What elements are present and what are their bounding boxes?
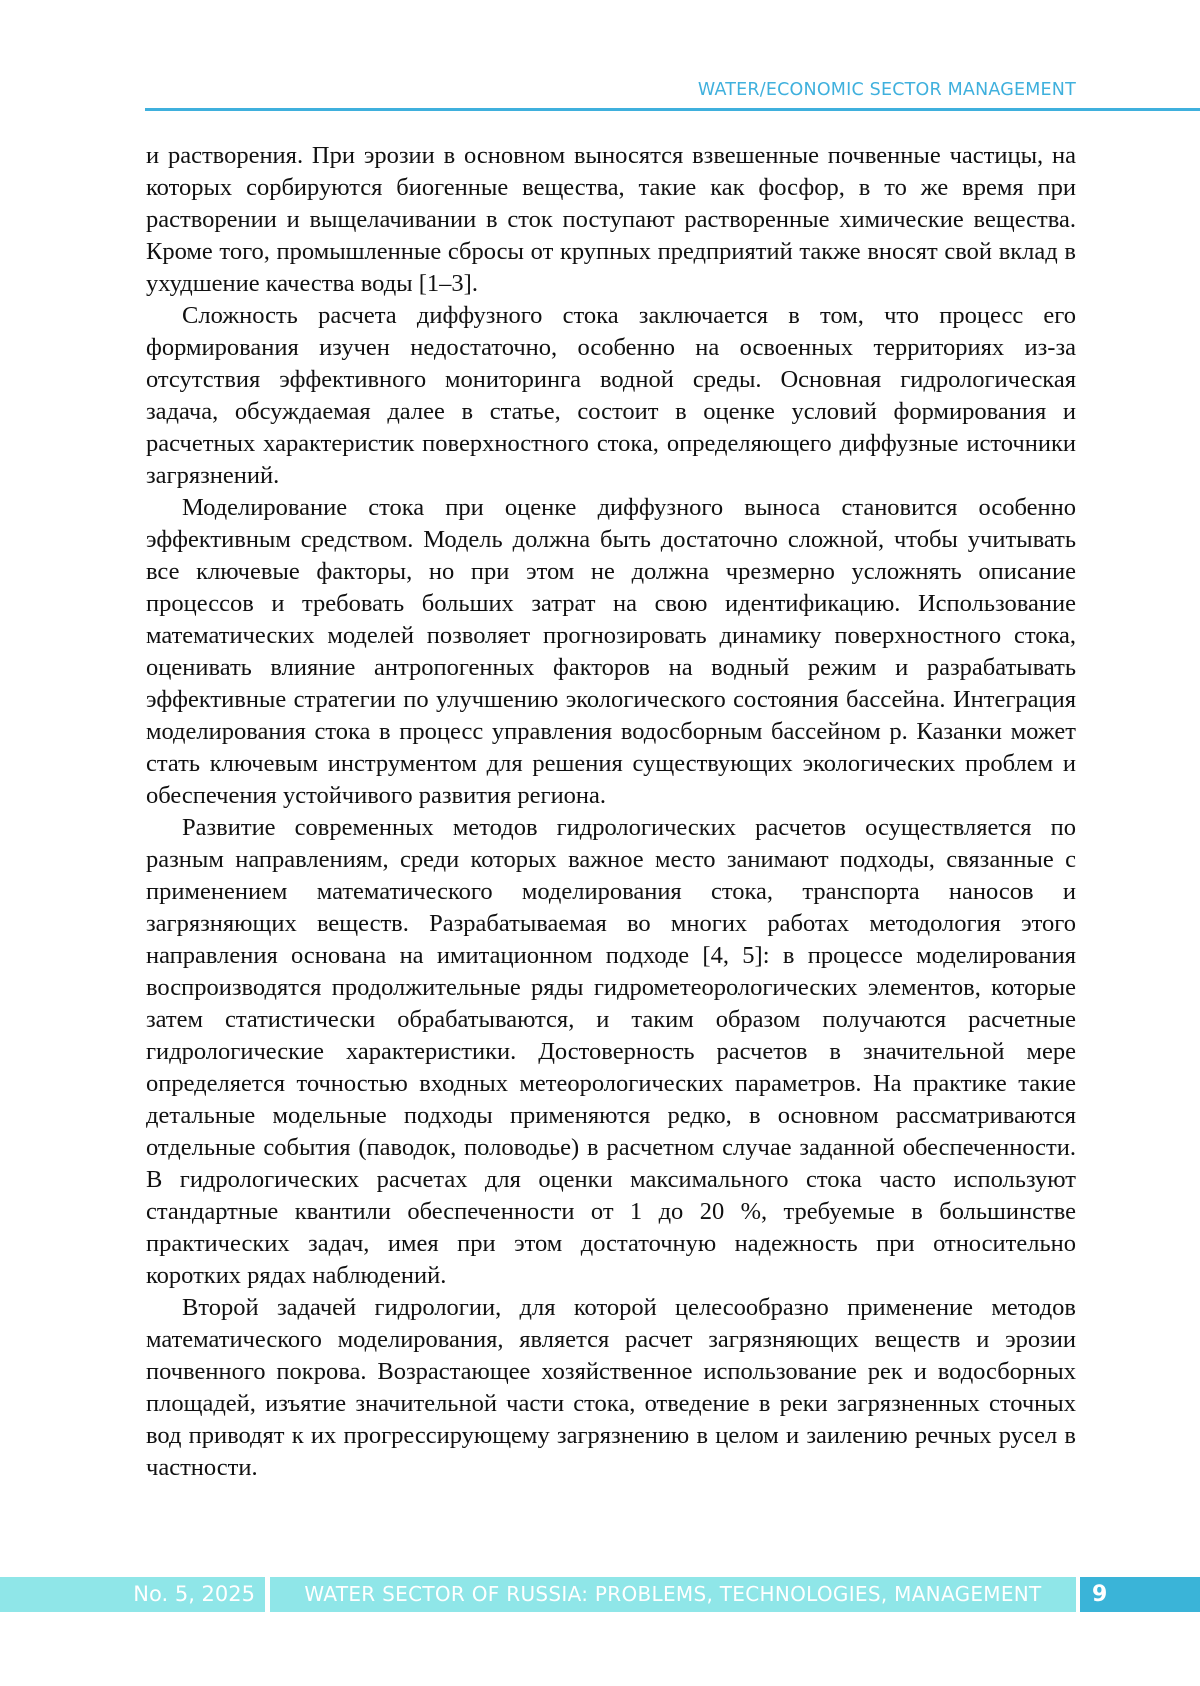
page-number: 9 (1080, 1577, 1200, 1612)
paragraph-5: Второй задачей гидрологии, для которой целесообразно применение методов математического моделирования, является расчет загрязняющих веществ и эрозии почвенного покрова. Возрастающее хозяйственное использование рек и водосборных площадей, изъятие значительной части стока, отведение в реки загрязненных сточных вод приводят к их прогрессирующему загрязнению в целом и заилению речных русел в частности. (146, 1294, 1076, 1481)
paragraph-4: Развитие современных методов гидрологических расчетов осуществляется по разным направлениям, среди которых важное место занимают подходы, связанные с применением математического моделирования стока, транспорта наносов и загрязняющих веществ. Разрабатываемая во многих работах методология этого направления основана на имитационном подходе [4, 5]: в процессе моделирования воспроизводятся продолжительные ряды гидрометеорологических элементов, которые затем статистически обрабатываются, и таким образом получаются расчетные гидрологические характеристики. Достоверность расчетов в значительной мере определяется точностью входных метеорологических параметров. На практике такие детальные модельные подходы применяются редко, в основном рассматриваются отдельные события (паводок, половодье) в расчетном случае заданной обеспеченности. В гидрологических расчетах для оценки максимального стока часто используют стандартные квантили обеспеченности от 1 до 20 %, требуемые в большинстве практических задач, имея при этом достаточную надежность при относительно коротких рядах наблюдений. (146, 814, 1076, 1289)
running-head: WATER/ECONOMIC SECTOR MANAGEMENT (697, 80, 1076, 100)
paragraph-1: и растворения. При эрозии в основном выносятся взвешенные почвенные частицы, на которых сорбируются биогенные вещества, такие как фосфор, в то же время при растворении и выщелачивании в сток поступают растворенные химические вещества. Кроме того, промышленные сбросы от крупных предприятий также вносят свой вклад в ухудшение качества воды [1–3]. (146, 142, 1076, 297)
footer-journal-title: WATER SECTOR OF RUSSIA: PROBLEMS, TECHNOLOGIES, MANAGEMENT (270, 1577, 1076, 1612)
page-footer (0, 1577, 1200, 1612)
paragraph-2: Сложность расчета диффузного стока заключается в том, что процесс его формирования изучен недостаточно, особенно на освоенных территориях из-за отсутствия эффективного мониторинга водной среды. Основная гидрологическая задача, обсуждаемая далее в статье, состоит в оценке условий формирования и расчетных характеристик поверхностного стока, определяющего диффузные источники загрязнений. (146, 302, 1076, 489)
article-body (146, 140, 1076, 1484)
footer-issue: No. 5, 2025 (0, 1577, 265, 1612)
paragraph-3: Моделирование стока при оценке диффузного выноса становится особенно эффективным средством. Модель должна быть достаточно сложной, чтобы учитывать все ключевые факторы, но при этом не должна чрезмерно усложнять описание процессов и требовать больших затрат на свою идентификацию. Использование математических моделей позволяет прогнозировать динамику поверхностного стока, оценивать влияние антропогенных факторов на водный режим и разрабатывать эффективные стратегии по улучшению экологического состояния бассейна. Интеграция моделирования стока в процесс управления водосборным бассейном р. Казанки может стать ключевым инструментом для решения существующих экологических проблем и обеспечения устойчивого развития региона. (146, 494, 1076, 809)
header-divider (145, 108, 1200, 111)
